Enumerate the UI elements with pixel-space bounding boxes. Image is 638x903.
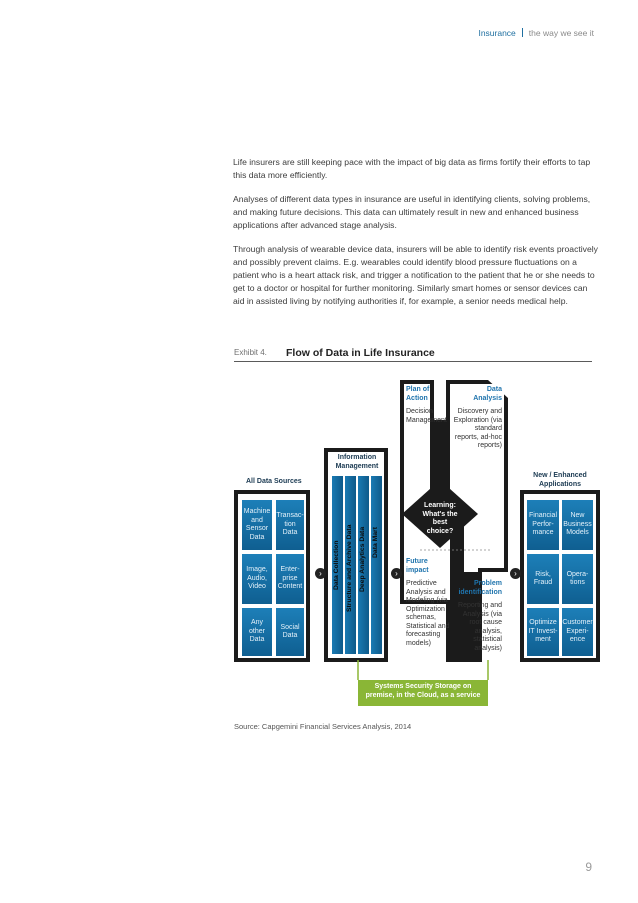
source-machine-sensor: Machine and Sensor Data [242,500,272,550]
exhibit-number: Exhibit 4. [234,348,267,357]
future-title: Future impact [406,558,429,574]
data-flow-diagram [234,372,600,712]
source-transaction: Transac-tion Data [276,500,304,550]
problem-title: Problem identification [458,580,502,596]
chevron-right-icon: › [510,568,521,579]
page-number: 9 [585,860,592,874]
header-divider [522,28,523,37]
security-text: Systems Security Storage on premise, in the Cloud, as a service [365,683,481,699]
info-mgmt-title: Information Management [335,454,379,470]
chevron-right-icon: › [391,568,402,579]
header-tagline: the way we see it [528,28,594,38]
app-optimize-it-investment: Optimize IT Invest-ment [527,608,559,656]
info-item-data-mart: Data Mart [372,527,379,558]
source-social: Social Data [276,608,304,656]
learning-text: Learning: What's the best choice? [422,502,458,535]
analysis-title: Data Analysis [473,386,502,402]
problem-text: Reporting and Analysis (via root cause analysis, statistical analysis) [458,602,502,652]
source-any-other: Any other Data [242,608,272,656]
exhibit-heading [234,347,592,362]
app-operations: Opera-tions [562,554,593,604]
paragraph-3: Through analysis of wearable device data, insurers will be able to identify risk events proactively and possibly prevent claims. E.g. wearables could identify blood pressure fluctuations on a patient who is a heart attack risk, and trigger a notification to the patient that he or she needs to get to a doctor or hospital for further monitoring. Similarly smart homes or sensor devices can aid in assisted living by notifying authorities if, for example, a senior needs medical help. [233,244,598,306]
plan-text: Decision Management [406,408,447,424]
running-header [478,28,594,38]
apps-title: New / Enhanced Applications [533,472,587,488]
source-image-audio-video: Image, Audio, Video [242,554,272,604]
info-item-structure-archive: Structure and Archive Data [346,524,353,612]
future-text: Predictive Analysis and Modeling (via Optimization schemas, Statistical and forecasting models) [406,580,450,647]
info-item-data-collection: Data Collection [333,540,340,590]
header-brand: Insurance [478,28,516,38]
app-customer-experience: Customer Experi-ence [562,608,593,656]
source-note: Source: Capgemini Financial Services Analysis, 2014 [234,722,412,731]
exhibit-title: Flow of Data in Life Insurance [286,347,435,359]
app-risk-fraud: Risk, Fraud [527,554,559,604]
sources-title: All Data Sources [246,478,302,485]
info-item-deep-analytics: Deep Analytics Data [359,526,366,592]
chevron-right-icon: › [315,568,326,579]
paragraph-1: Life insurers are still keeping pace with the impact of big data as firms fortify their efforts to tap this data more efficiently. [233,157,591,180]
app-new-business-models: New Business Models [562,500,593,550]
info-col-4 [371,476,382,654]
plan-title: Plan of Action [406,386,430,402]
body-text [233,156,598,319]
paragraph-2: Analyses of different data types in insurance are useful in identifying clients, solving problems, and making future decisions. This data can ultimately result in new and enhanced business applications after advanced stage analysis. [233,194,591,230]
analysis-text: Discovery and Exploration (via standard reports, ad-hoc reports) [453,408,502,449]
app-financial-performance: Financial Perfor-mance [527,500,559,550]
source-enterprise-content: Enter-prise Content [276,554,304,604]
